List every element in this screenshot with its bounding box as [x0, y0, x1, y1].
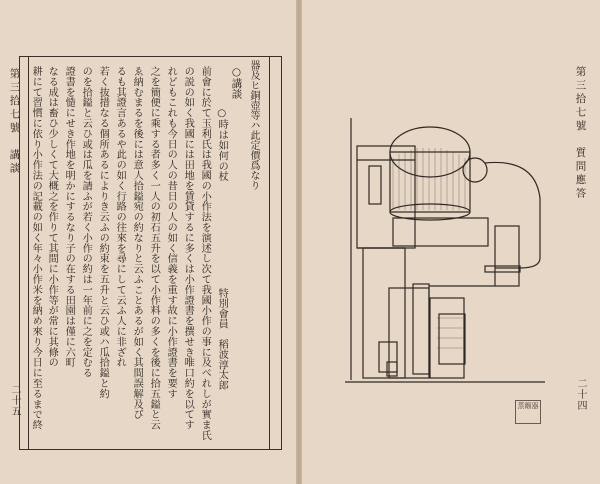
body-line: 前會に於て玉利氏は我國の小作法を演述し次て我國小作の事に及べれしが實ま氏	[199, 66, 211, 441]
right-illustration-frame	[19, 56, 282, 450]
body-line: ゑ納むまるを後には意人拾鎰宛の約なりと云ふことあるが如く其間誤解及び	[131, 66, 143, 420]
left-page-number: 二十五	[9, 384, 20, 417]
body-line: ○時は如何の杖	[216, 108, 228, 182]
right-page-number: 二十四	[575, 378, 586, 411]
article-author: 特別會員 稻波淳太郎	[216, 288, 228, 390]
left-header: 第三拾七號 講談	[8, 68, 21, 176]
body-line: 耕にて習慣に依り小作法の記載の如く年々小作米を納め來り今日に至るまで終	[30, 66, 42, 430]
body-line: 若く抜措なる個所あるによりき云ふの約束を五升と云ひ或ハ瓜拾鎰と約	[97, 66, 109, 399]
body-line: の説の如く我國には田地を賃貸するに多くは小作證書を撰せき唯口約を以てす	[182, 66, 194, 430]
body-line: れどもこれも今日の人の昔日の人の如く信義を重す故に小作證書を要す	[165, 66, 177, 399]
body-line: なる成は畜ひ少しくて大概之を作りて其間に小作等が常に其條の	[46, 66, 58, 368]
body-line: 之を簡便に乘する者多く一人の初石五升を以て小作料の多くを後に拾五鎰と云	[148, 66, 160, 430]
body-line: のを拾鎰と云ひ或は瓜を請ふが若く小作の約は一年前に之を定むる	[80, 66, 92, 378]
right-header: 第三拾七號 質問應答	[574, 66, 587, 201]
book-gutter	[296, 0, 302, 484]
left-page-title: 器及ヒ銅壺等ハ此定價爲なり	[248, 60, 259, 190]
body-line: 證書を慥にせき作地を明かにするなり子の在する田園は僅に六町	[63, 66, 75, 368]
body-line: るも其證言あるや此の如く行路の往來を尋にして云ふ人に非ざれ	[114, 66, 126, 368]
stamp: 蒸餾器	[515, 400, 541, 424]
section-heading: ○講談	[230, 66, 243, 99]
distillation-apparatus-illustration	[345, 118, 545, 390]
